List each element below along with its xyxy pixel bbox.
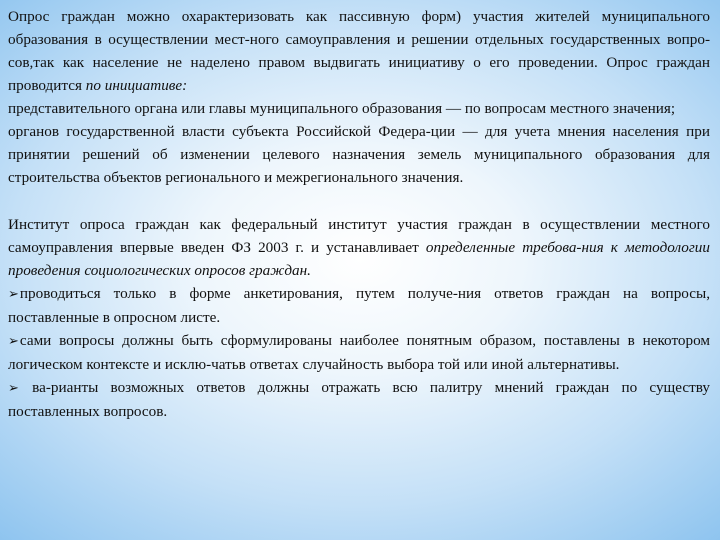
arrow-bullet-icon: ➢ xyxy=(8,287,19,302)
paragraph-intro-italic: по инициативе: xyxy=(85,77,188,94)
bullet-item xyxy=(8,376,710,423)
paragraph-intro-text: Опрос граждан можно охарактеризовать как пассивную форм) участия жителей муниципального образования в осуществлении мест-ного самоуправления и решении отдельных государственных вопро-сов,так как население не наделено правом выдвигать инициативу о его проведении. Опрос граждан проводится xyxy=(8,8,710,94)
bullet-text: проводиться только в форме анкетирования, путем получе-ния ответов граждан на вопросы, поставленные в опросном листе. xyxy=(8,285,710,326)
paragraph-institute xyxy=(8,213,710,282)
bullet-text: ва-рианты возможных ответов должны отражать всю палитру мнений граждан по существу поставленных вопросов. xyxy=(8,379,710,420)
arrow-bullet-icon: ➢ xyxy=(8,334,19,349)
bullet-text: сами вопросы должны быть сформулированы наиболее понятным образом, поставлены в некотором логическом контексте и исклю-чатьв ответах случайность выбора той или иной альтернативы. xyxy=(8,332,710,373)
paragraph-intro xyxy=(8,5,710,97)
paragraph-gap xyxy=(8,189,710,213)
bullet-item xyxy=(8,282,710,329)
slide-content xyxy=(8,5,710,423)
arrow-bullet-icon: ➢ xyxy=(8,381,19,396)
paragraph-representative-body: представительного органа или главы муниципального образования — по вопросам местного значения; xyxy=(8,100,676,117)
paragraph-state-authorities: органов государственной власти субъекта Российской Федера-ции — для учета мнения населения при принятии решений об изменении целевого назначения земель муниципального образования для строительства объектов регионального и межрегионального значения. xyxy=(8,123,710,186)
paragraph-institute-text: Институт опроса граждан как федеральный институт участия граждан в осуществлении местного самоуправления впервые введен ФЗ 2003 г. и устанавливает xyxy=(8,216,710,256)
paragraph-institute-italic: определенные требова-ния к методологии проведения социологических опросов граждан. xyxy=(8,239,710,279)
bullet-item xyxy=(8,329,710,376)
